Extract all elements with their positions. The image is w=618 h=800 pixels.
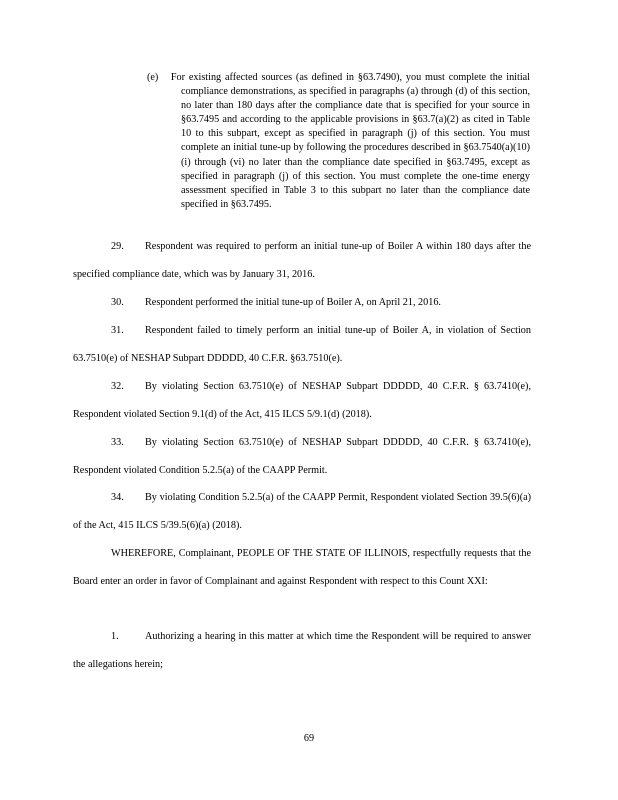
- prayer-item-1: [73, 623, 531, 679]
- paragraph-number: 31.: [111, 325, 124, 336]
- paragraph-number: 29.: [111, 241, 124, 252]
- paragraph-33: [73, 429, 531, 485]
- paragraph-31: [73, 317, 531, 373]
- paragraph-text: By violating Condition 5.2.5(a) of the CAAPP Permit, Respondent violated Section 39.5(6)(a) of the Act, 415 ILCS 5/39.5(6)(a) (2018).: [73, 492, 531, 531]
- paragraph-text: Respondent performed the initial tune-up of Boiler A, on April 21, 2016.: [145, 297, 441, 308]
- paragraph-text: By violating Section 63.7510(e) of NESHAP Subpart DDDDD, 40 C.F.R. § 63.7410(e), Respondent violated Section 9.1(d) of the Act, 415 ILCS 5/9.1(d) (2018).: [73, 381, 531, 420]
- paragraph-number: 1.: [111, 631, 119, 642]
- paragraph-30: [73, 289, 531, 317]
- paragraph-number: 33.: [111, 437, 124, 448]
- paragraph-number: 30.: [111, 297, 124, 308]
- paragraph-text: By violating Section 63.7510(e) of NESHAP Subpart DDDDD, 40 C.F.R. § 63.7410(e), Respondent violated Condition 5.2.5(a) of the CAAPP Permit.: [73, 437, 531, 476]
- page-number: 69: [303, 733, 315, 744]
- paragraph-text: WHEREFORE, Complainant, PEOPLE OF THE STATE OF ILLINOIS, respectfully requests that the Board enter an order in favor of Complainant and against Respondent with respect to this Count XXI:: [73, 548, 531, 587]
- paragraph-text: Authorizing a hearing in this matter at which time the Respondent will be required to answer the allegations herein;: [73, 631, 531, 670]
- paragraph-text: Respondent was required to perform an initial tune-up of Boiler A within 180 days after the specified compliance date, which was by January 31, 2016.: [73, 241, 531, 280]
- quote-text: For existing affected sources (as defined in §63.7490), you must complete the initial compliance demonstrations, as specified in paragraphs (a) through (d) of this section, no later than 180 days after the compliance date that is specified for your source in §63.7495 and according to the applicable provisions in §63.7(a)(2) as cited in Table 10 to this subpart, except as specified in paragraph (j) of this section. You must complete an initial tune-up by following the procedures described in §63.7540(a)(10)(i) through (vi) no later than the compliance date specified in §63.7495, except as specified in paragraph (j) of this section. You must complete the one-time energy assessment specified in Table 3 to this subpart no later than the compliance date specified in §63.7495.: [170, 72, 531, 210]
- paragraph-number: 32.: [111, 381, 124, 392]
- quote-label: (e): [147, 72, 159, 83]
- wherefore-clause: [73, 540, 531, 596]
- paragraph-34: [73, 484, 531, 540]
- quoted-regulation: [147, 71, 531, 212]
- paragraph-text: Respondent failed to timely perform an initial tune-up of Boiler A, in violation of Section 63.7510(e) of NESHAP Subpart DDDDD, 40 C.F.R. §63.7510(e).: [73, 325, 531, 364]
- paragraph-number: 34.: [111, 492, 124, 503]
- paragraph-29: [73, 233, 531, 289]
- paragraph-32: [73, 373, 531, 429]
